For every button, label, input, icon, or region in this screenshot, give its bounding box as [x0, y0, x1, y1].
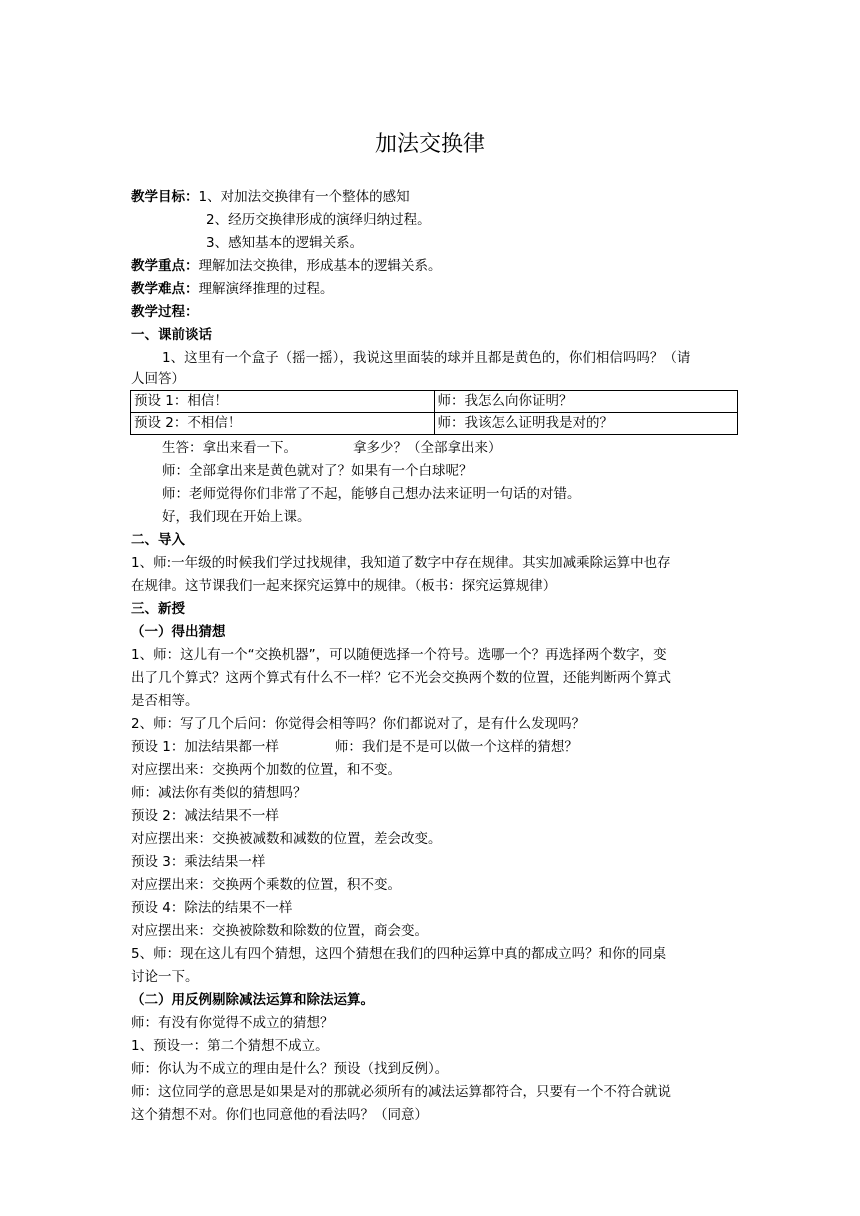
section3-p1-line2: 出了几个算式？这两个算式有什么不一样？它不光会交换两个数的位置，还能判断两个算式: [131, 670, 671, 686]
objective-item-3: 3、感知基本的逻辑关系。: [206, 235, 364, 251]
preset1-text: 预设 1：加法结果都一样: [131, 739, 279, 755]
table-row: [131, 391, 738, 413]
section1-q1-line2: 人回答）: [131, 371, 185, 387]
section3-a2: 师：你认为不成立的理由是什么？预设（找到反例）。: [131, 1061, 449, 1077]
student-answer-text: 生答：拿出来看一下。: [162, 440, 297, 456]
section3-question: 师：有没有你觉得不成立的猜想？: [131, 1015, 334, 1031]
objective-item-2: 2、经历交换律形成的演绎归纳过程。: [206, 212, 431, 228]
page-title: 加法交换律: [374, 132, 485, 157]
table-cell: 师：我该怎么证明我是对的？: [434, 413, 738, 435]
section3-preset4: 预设 4：除法的结果不一样: [131, 900, 293, 916]
difficulty-label: 教学难点：: [131, 281, 199, 297]
section3-r3: 对应摆出来：交换两个乘数的位置，积不变。: [131, 877, 401, 893]
section3-p5-line2: 讨论一下。: [131, 969, 199, 985]
preset1-teacher: 师：我们是不是可以做一个这样的猜想？: [334, 739, 578, 755]
table-cell: 预设 2：不相信！: [131, 413, 435, 435]
section3-t1: 师：减法你有类似的猜想吗？: [131, 785, 307, 801]
section1-heading: 一、课前谈话: [131, 327, 212, 343]
section1-teacher-line-3: 好，我们现在开始上课。: [162, 509, 311, 525]
section3-preset3: 预设 3：乘法结果一样: [131, 854, 266, 870]
section1-teacher-line-2: 师：老师觉得你们非常了不起，能够自己想办法来证明一句话的对错。: [162, 486, 581, 502]
student-answer-followup: 拿多少？（全部拿出来）: [353, 440, 502, 456]
key-point-text: 理解加法交换律，形成基本的逻辑关系。: [198, 258, 442, 274]
section3-p5-line1: 5、师：现在这儿有四个猜想，这四个猜想在我们的四种运算中真的都成立吗？和你的同桌: [131, 946, 667, 962]
section3-preset2: 预设 2：减法结果不一样: [131, 808, 279, 824]
section3-p2: 2、师：写了几个后问：你觉得会相等吗？你们都说对了，是有什么发现吗？: [131, 716, 586, 732]
section3-sub1: （一）得出猜想: [131, 624, 226, 640]
table-cell: 预设 1：相信！: [131, 391, 435, 413]
objective-item-1: 1、对加法交换律有一个整体的感知: [198, 189, 410, 205]
difficulty-line: [131, 278, 737, 300]
section1-student-answer: [162, 437, 737, 459]
section2-heading: 二、导入: [131, 532, 185, 548]
section2-line2: 在规律。这节课我们一起来探究运算中的规律。（板书：探究运算规律）: [131, 578, 557, 594]
section3-r4: 对应摆出来：交换被除数和除数的位置，商会变。: [131, 923, 428, 939]
section3-a1: 1、预设一：第二个猜想不成立。: [131, 1038, 329, 1054]
table-cell: 师：我怎么向你证明？: [434, 391, 738, 413]
section3-sub2: （二）用反例剔除减法运算和除法运算。: [131, 992, 374, 1008]
process-label: 教学过程：: [131, 304, 199, 320]
section3-p1-line3: 是否相等。: [131, 693, 199, 709]
section3-r2: 对应摆出来：交换被减数和减数的位置，差会改变。: [131, 831, 442, 847]
difficulty-text: 理解演绎推理的过程。: [198, 281, 334, 297]
preset-table: [130, 390, 738, 435]
objectives-label: 教学目标：: [131, 189, 199, 205]
section3-p1-line1: 1、师：这儿有一个“交换机器”，可以随便选择一个符号。选哪一个？再选择两个数字，变: [131, 647, 667, 663]
section3-a3-line2: 这个猜想不对。你们也同意他的看法吗？（同意）: [131, 1107, 428, 1123]
section1-teacher-line-1: 师：全部拿出来是黄色就对了？如果有一个白球呢？: [162, 463, 473, 479]
section2-line1: 1、师:一年级的时候我们学过找规律，我知道了数字中存在规律。其实加减乘除运算中也存: [131, 555, 671, 571]
table-row: [131, 413, 738, 435]
section3-r1: 对应摆出来：交换两个加数的位置，和不变。: [131, 762, 401, 778]
section1-q1-line1: 1、这里有一个盒子（摇一摇），我说这里面装的球并且都是黄色的，你们相信吗吗？（请: [162, 350, 691, 366]
section3-a3-line1: 师：这位同学的意思是如果是对的那就必须所有的减法运算都符合，只要有一个不符合就说: [131, 1084, 671, 1100]
key-point-line: [131, 255, 737, 277]
objectives-line: [131, 186, 737, 208]
section3-heading: 三、新授: [131, 601, 185, 617]
key-point-label: 教学重点：: [131, 258, 199, 274]
section3-preset1: [131, 736, 737, 758]
